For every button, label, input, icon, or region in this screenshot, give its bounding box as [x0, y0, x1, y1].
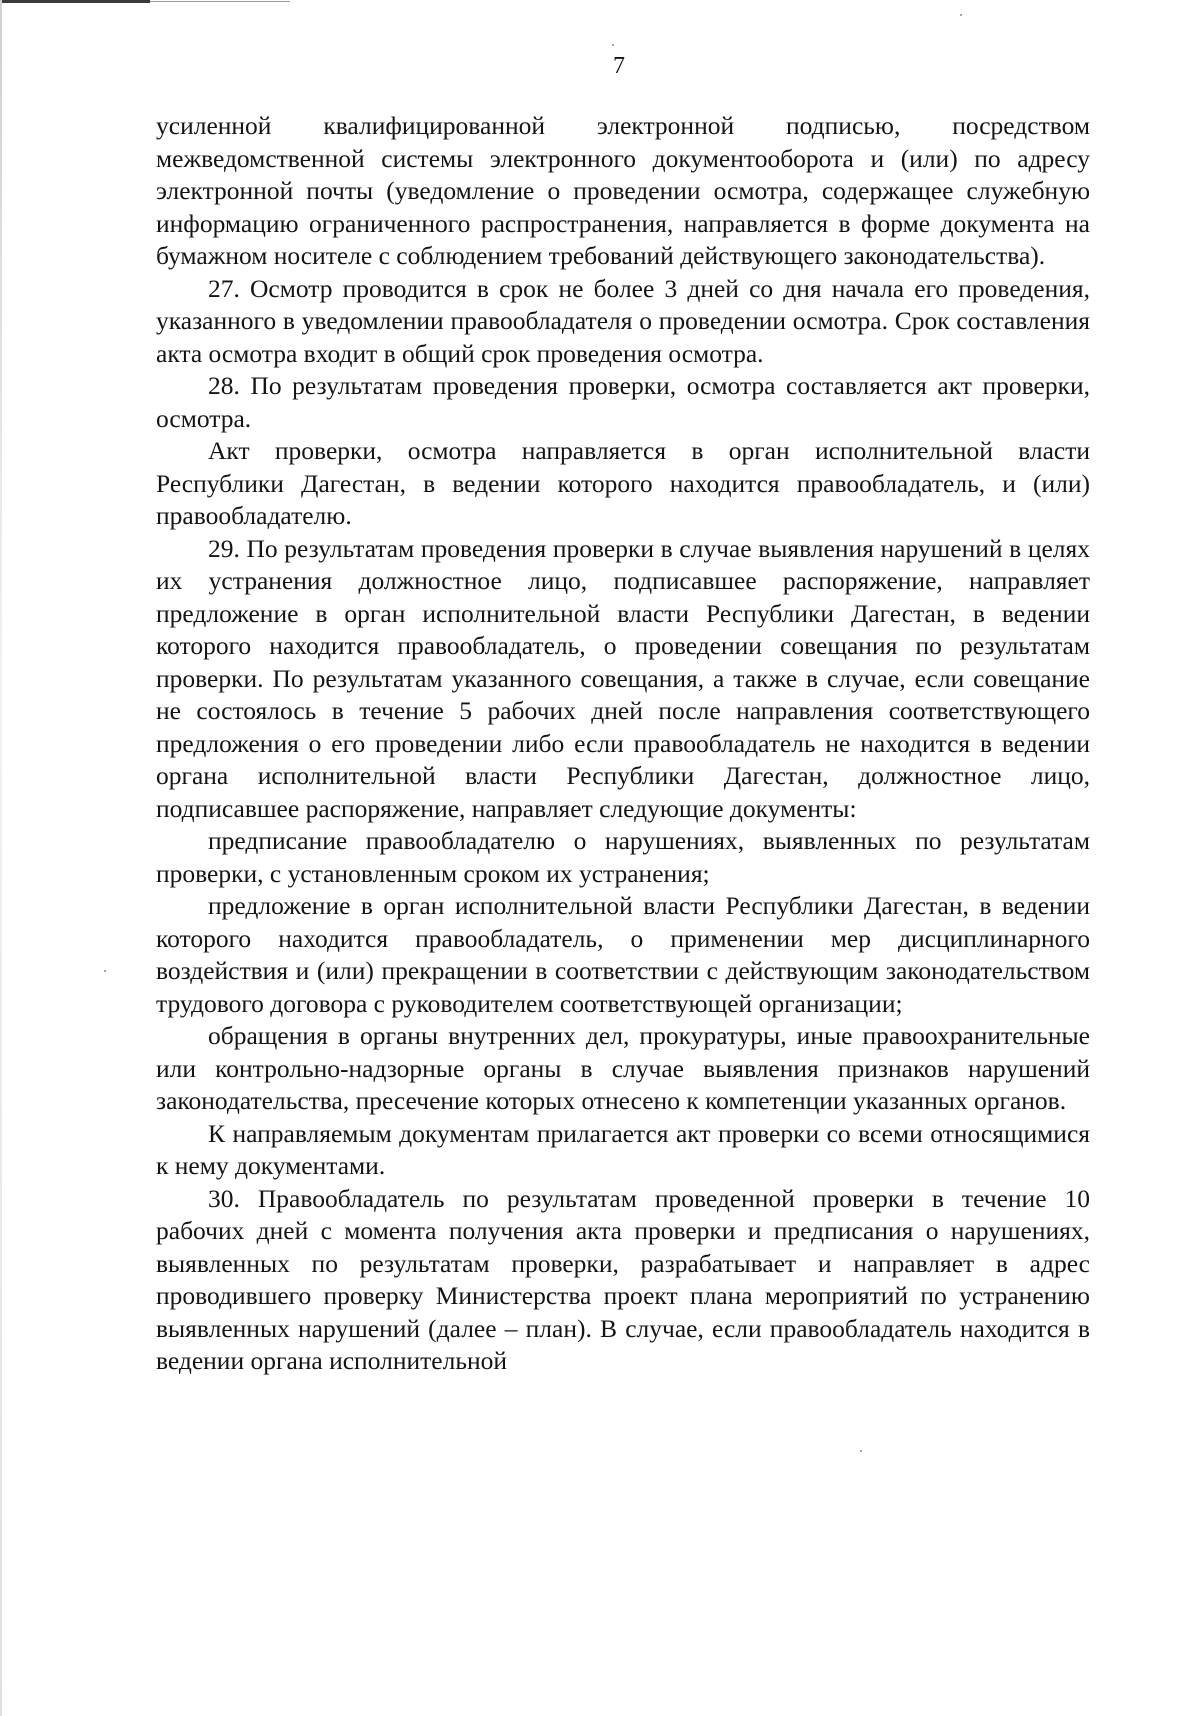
paragraph-item-28: 28. По результатам проведения проверки, осмотра составляется акт проверки, осмотра. [156, 371, 1090, 433]
paragraph-list-appeals: обращения в органы внутренних дел, прокуратуры, иные правоохранительные или контрольно-надзорные органы в случае выявления признаков нарушений законодательства, пресечение которых отнесено к компетенции указанных органов. [156, 1021, 1090, 1115]
document-body [156, 110, 1090, 1378]
paragraph-list-prescription: предписание правообладателю о нарушениях, выявленных по результатам проверки, с установленным сроком их устранения; [156, 826, 1090, 888]
paragraph-list-proposal: предложение в орган исполнительной власти Республики Дагестан, в ведении которого находится правообладатель, о применении мер дисциплинарного воздействия и (или) прекращении в соответствии с действующим законодательством трудового договора с руководителем соответствующей организации; [156, 891, 1090, 1018]
paragraph-item-27: 27. Осмотр проводится в срок не более 3 дней со дня начала его проведения, указанного в уведомлении правообладателя о проведении осмотра. Срок составления акта осмотра входит в общий срок проведения осмотра. [156, 273, 1090, 368]
paragraph-act-delivery: Акт проверки, осмотра направляется в орган исполнительной власти Республики Дагестан, в ведении которого находится правообладатель, и (или) правообладателю. [156, 436, 1090, 530]
scan-speck [612, 44, 614, 46]
paragraph-item-29: 29. По результатам проведения проверки в случае выявления нарушений в целях их устранения должностное лицо, подписавшее распоряжение, направляет предложение в орган исполнительной власти Республики Дагестан, в ведении которого находится правообладатель, о проведении совещания по результатам проверки. По результатам указанного совещания, а также в случае, если совещание не состоялось в течение 5 рабочих дней после направления соответствующего предложения о его проведении либо если правообладатель не находится в ведении органа исполнительной власти Республики Дагестан, должностное лицо, подписавшее распоряжение, направляет следующие документы: [156, 533, 1090, 823]
scan-edge-mark [150, 1, 290, 2]
scan-speck [860, 1450, 862, 1452]
paragraph-continuation: усиленной квалифицированной электронной подписью, посредством межведомственной системы электронного документооборота и (или) по адресу электронной почты (уведомление о проведении осмотра, содержащее служебную информацию ограниченного распространения, направляется в форме документа на бумажном носителе с соблюдением требований действующего законодательства). [156, 111, 1090, 270]
paragraph-attachments: К направляемым документам прилагается акт проверки со всеми относящимися к нему документами. [156, 1118, 1090, 1180]
page-number: 7 [613, 53, 625, 79]
scan-speck [960, 14, 962, 16]
scan-edge-mark [0, 0, 150, 3]
scan-edge-shadow [0, 0, 2, 1716]
scan-speck [104, 970, 106, 972]
paragraph-item-30: 30. Правообладатель по результатам проведенной проверки в течение 10 рабочих дней с момента получения акта проверки и предписания о нарушениях, выявленных по результатам проверки, разрабатывает и направляет в адрес проводившего проверку Министерства проект плана мероприятий по устранению выявленных нарушений (далее – план). В случае, если правообладатель находится в ведении органа исполнительной [156, 1183, 1090, 1375]
